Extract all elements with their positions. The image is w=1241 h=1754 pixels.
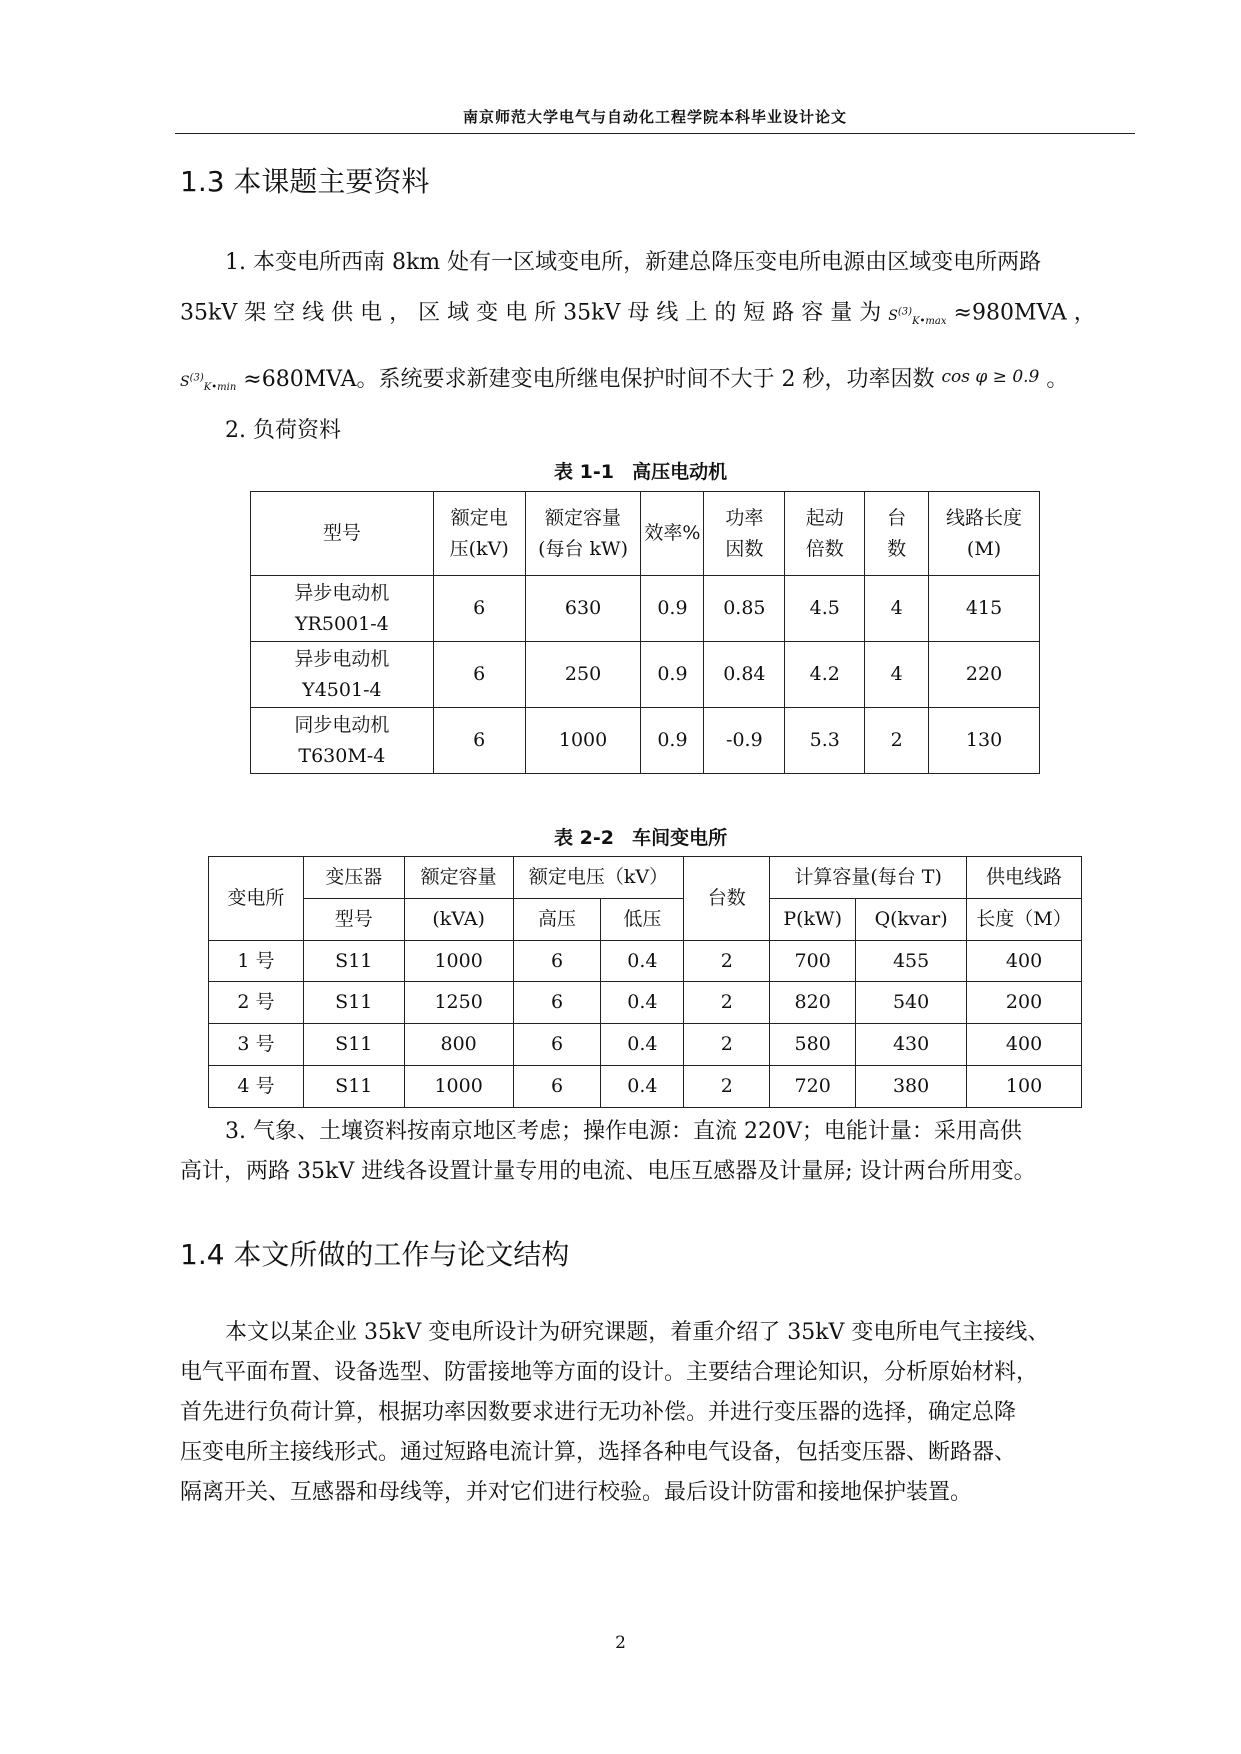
table2-cell: 4 号: [209, 1066, 304, 1108]
table2-header: P(kW): [770, 899, 856, 941]
table2-header: Q(kvar): [856, 899, 967, 941]
table2-header: 高压: [513, 899, 601, 941]
table1-caption: 表 1-1 高压电动机: [554, 461, 728, 483]
table-row: [209, 941, 1082, 982]
table1-cell: 0.9: [641, 576, 704, 642]
table2-header: 变电所: [209, 857, 304, 941]
table2-cell: 400: [967, 1024, 1082, 1066]
table1-header: 额定电 压(kV): [433, 492, 525, 576]
section-1-4-line: 首先进行负荷计算，根据功率因数要求进行无功补偿。并进行变压器的选择，确定总降: [180, 1400, 1017, 1425]
table2-cell: 1000: [404, 941, 513, 982]
cos-phi-condition: cos φ ≥ 0.9: [941, 367, 1040, 387]
table2-cell: 2 号: [209, 982, 304, 1024]
table1-header: 线路长度 (M): [929, 492, 1040, 576]
running-header: 南京师范大学电气与自动化工程学院本科毕业设计论文: [462, 108, 847, 126]
table2-cell: S11: [303, 1066, 404, 1108]
table1-header-row: [251, 492, 1040, 576]
table2-cell: 2: [684, 1024, 770, 1066]
item1-line3: [180, 357, 1118, 408]
table1-cell: 2: [865, 708, 929, 774]
table-row: [209, 1066, 1082, 1108]
table2-cell: 0.4: [601, 982, 684, 1024]
table2-cell: 1000: [404, 1066, 513, 1108]
table1-cell-model: 异步电动机 Y4501-4: [251, 642, 434, 708]
table1-header: 起动 倍数: [785, 492, 865, 576]
table-row: [209, 982, 1082, 1024]
sk-max-value: ≈980MVA ，: [953, 300, 1096, 326]
table2-cell: 1250: [404, 982, 513, 1024]
sk-min-symbol: $S^{(3)}_{K•min}$: [180, 372, 237, 393]
table2-cell: 430: [856, 1024, 967, 1066]
table1-cell: 4: [865, 576, 929, 642]
section-1-4-line: 本文以某企业 35kV 变电所设计为研究课题，着重介绍了 35kV 变电所电气主接线、: [225, 1320, 1050, 1345]
table1-header: 效率%: [641, 492, 704, 576]
table2-header: (kVA): [404, 899, 513, 941]
table-row: [209, 1024, 1082, 1066]
table2-cell: 6: [513, 1024, 601, 1066]
table2-cell: 800: [404, 1024, 513, 1066]
table2-header: 额定容量: [404, 857, 513, 899]
page-number: 2: [615, 1633, 626, 1653]
item2-heading: 2. 负荷资料: [225, 418, 341, 443]
table1-header: 功率 因数: [704, 492, 785, 576]
table2-cell: S11: [303, 1024, 404, 1066]
table2-cell: 0.4: [601, 941, 684, 982]
table2-cell: 2: [684, 941, 770, 982]
section-1-4-line: 压变电所主接线形式。通过短路电流计算，选择各种电气设备，包括变压器、断路器、: [180, 1440, 1017, 1465]
table2-cell: 540: [856, 982, 967, 1024]
table2-cell: 0.4: [601, 1024, 684, 1066]
table2-cell: 400: [967, 941, 1082, 982]
table1-header: 型号: [251, 492, 434, 576]
table2-cell: 3 号: [209, 1024, 304, 1066]
table1-cell: 4.2: [785, 642, 865, 708]
table1-cell: 1000: [525, 708, 641, 774]
table2-cell: 100: [967, 1066, 1082, 1108]
table2-cell: 1 号: [209, 941, 304, 982]
item1-line1: 1. 本变电所西南 8km 处有一区域变电所，新建总降压变电所电源由区域变电所两路: [225, 250, 1042, 275]
table1-cell: 4.5: [785, 576, 865, 642]
item1-line3-end: 。: [1046, 367, 1069, 392]
table2-cell: S11: [303, 941, 404, 982]
table1-cell: 630: [525, 576, 641, 642]
sk-min-value: ≈680MVA。系统要求新建变电所继电保护时间不大于 2 秒，功率因数: [243, 367, 935, 392]
item1-line2-text: 35kV 架 空 线 供 电 ， 区 域 变 电 所 35kV 母 线 上 的 短 路 容 量 为: [180, 300, 882, 326]
item1-line2: [180, 292, 1118, 341]
table1-cell: 0.9: [641, 708, 704, 774]
section-1-4-line: 隔离开关、互感器和母线等，并对它们进行校验。最后设计防雷和接地保护装置。: [180, 1480, 973, 1505]
table2-cell: 380: [856, 1066, 967, 1108]
table1-cell: 220: [929, 642, 1040, 708]
table1-cell: 6: [433, 576, 525, 642]
table2-header: 供电线路: [967, 857, 1082, 899]
table2-header: 低压: [601, 899, 684, 941]
table1-cell: 6: [433, 708, 525, 774]
sk-max-symbol: $S^{(3)}_{K•max}$: [888, 306, 947, 327]
section-1-4-line: 电气平面布置、设备选型、防雷接地等方面的设计。主要结合理论知识，分析原始材料，: [180, 1360, 1039, 1385]
table1-cell: 0.9: [641, 642, 704, 708]
table2-header: 型号: [303, 899, 404, 941]
item3-line1: 3. 气象、土壤资料按南京地区考虑；操作电源：直流 220V；电能计量：采用高供: [225, 1119, 1022, 1144]
table2-subheader-row: [209, 899, 1082, 941]
table2-cell: 6: [513, 941, 601, 982]
section-title-1-4: 1.4 本文所做的工作与论文结构: [180, 1238, 570, 1271]
header-rule: [175, 133, 1135, 134]
table-1-1: [250, 491, 1040, 774]
table-row: [251, 576, 1040, 642]
table-row: [251, 708, 1040, 774]
table2-cell: S11: [303, 982, 404, 1024]
table2-header: 变压器: [303, 857, 404, 899]
table2-cell: 720: [770, 1066, 856, 1108]
table1-cell-model: 同步电动机 T630M-4: [251, 708, 434, 774]
table1-header: 额定容量 (每台 kW): [525, 492, 641, 576]
table1-cell: 415: [929, 576, 1040, 642]
table1-cell: 5.3: [785, 708, 865, 774]
table1-cell: 130: [929, 708, 1040, 774]
table2-cell: 2: [684, 982, 770, 1024]
item3-line2: 高计，两路 35kV 进线各设置计量专用的电流、电压互感器及计量屏; 设计两台所用变。: [180, 1159, 1036, 1184]
table2-header: 计算容量(每台 T): [770, 857, 967, 899]
table1-cell: 4: [865, 642, 929, 708]
table2-header: 长度（M）: [967, 899, 1082, 941]
table1-header: 台 数: [865, 492, 929, 576]
table-row: [251, 642, 1040, 708]
table1-cell-model: 异步电动机 YR5001-4: [251, 576, 434, 642]
table2-caption: 表 2-2 车间变电所: [554, 827, 728, 849]
table2-cell: 2: [684, 1066, 770, 1108]
table2-cell: 820: [770, 982, 856, 1024]
table2-cell: 6: [513, 982, 601, 1024]
table-2-2: [208, 856, 1082, 1108]
table1-cell: 6: [433, 642, 525, 708]
table2-cell: 6: [513, 1066, 601, 1108]
table2-cell: 455: [856, 941, 967, 982]
table2-header: 台数: [684, 857, 770, 941]
table1-cell: -0.9: [704, 708, 785, 774]
table1-cell: 0.85: [704, 576, 785, 642]
section-title-1-3: 1.3 本课题主要资料: [180, 165, 430, 198]
table1-cell: 250: [525, 642, 641, 708]
table2-cell: 580: [770, 1024, 856, 1066]
table2-header: 额定电压（kV）: [513, 857, 684, 899]
table2-cell: 0.4: [601, 1066, 684, 1108]
table2-cell: 700: [770, 941, 856, 982]
table2-header-row: [209, 857, 1082, 899]
table2-cell: 200: [967, 982, 1082, 1024]
table1-cell: 0.84: [704, 642, 785, 708]
